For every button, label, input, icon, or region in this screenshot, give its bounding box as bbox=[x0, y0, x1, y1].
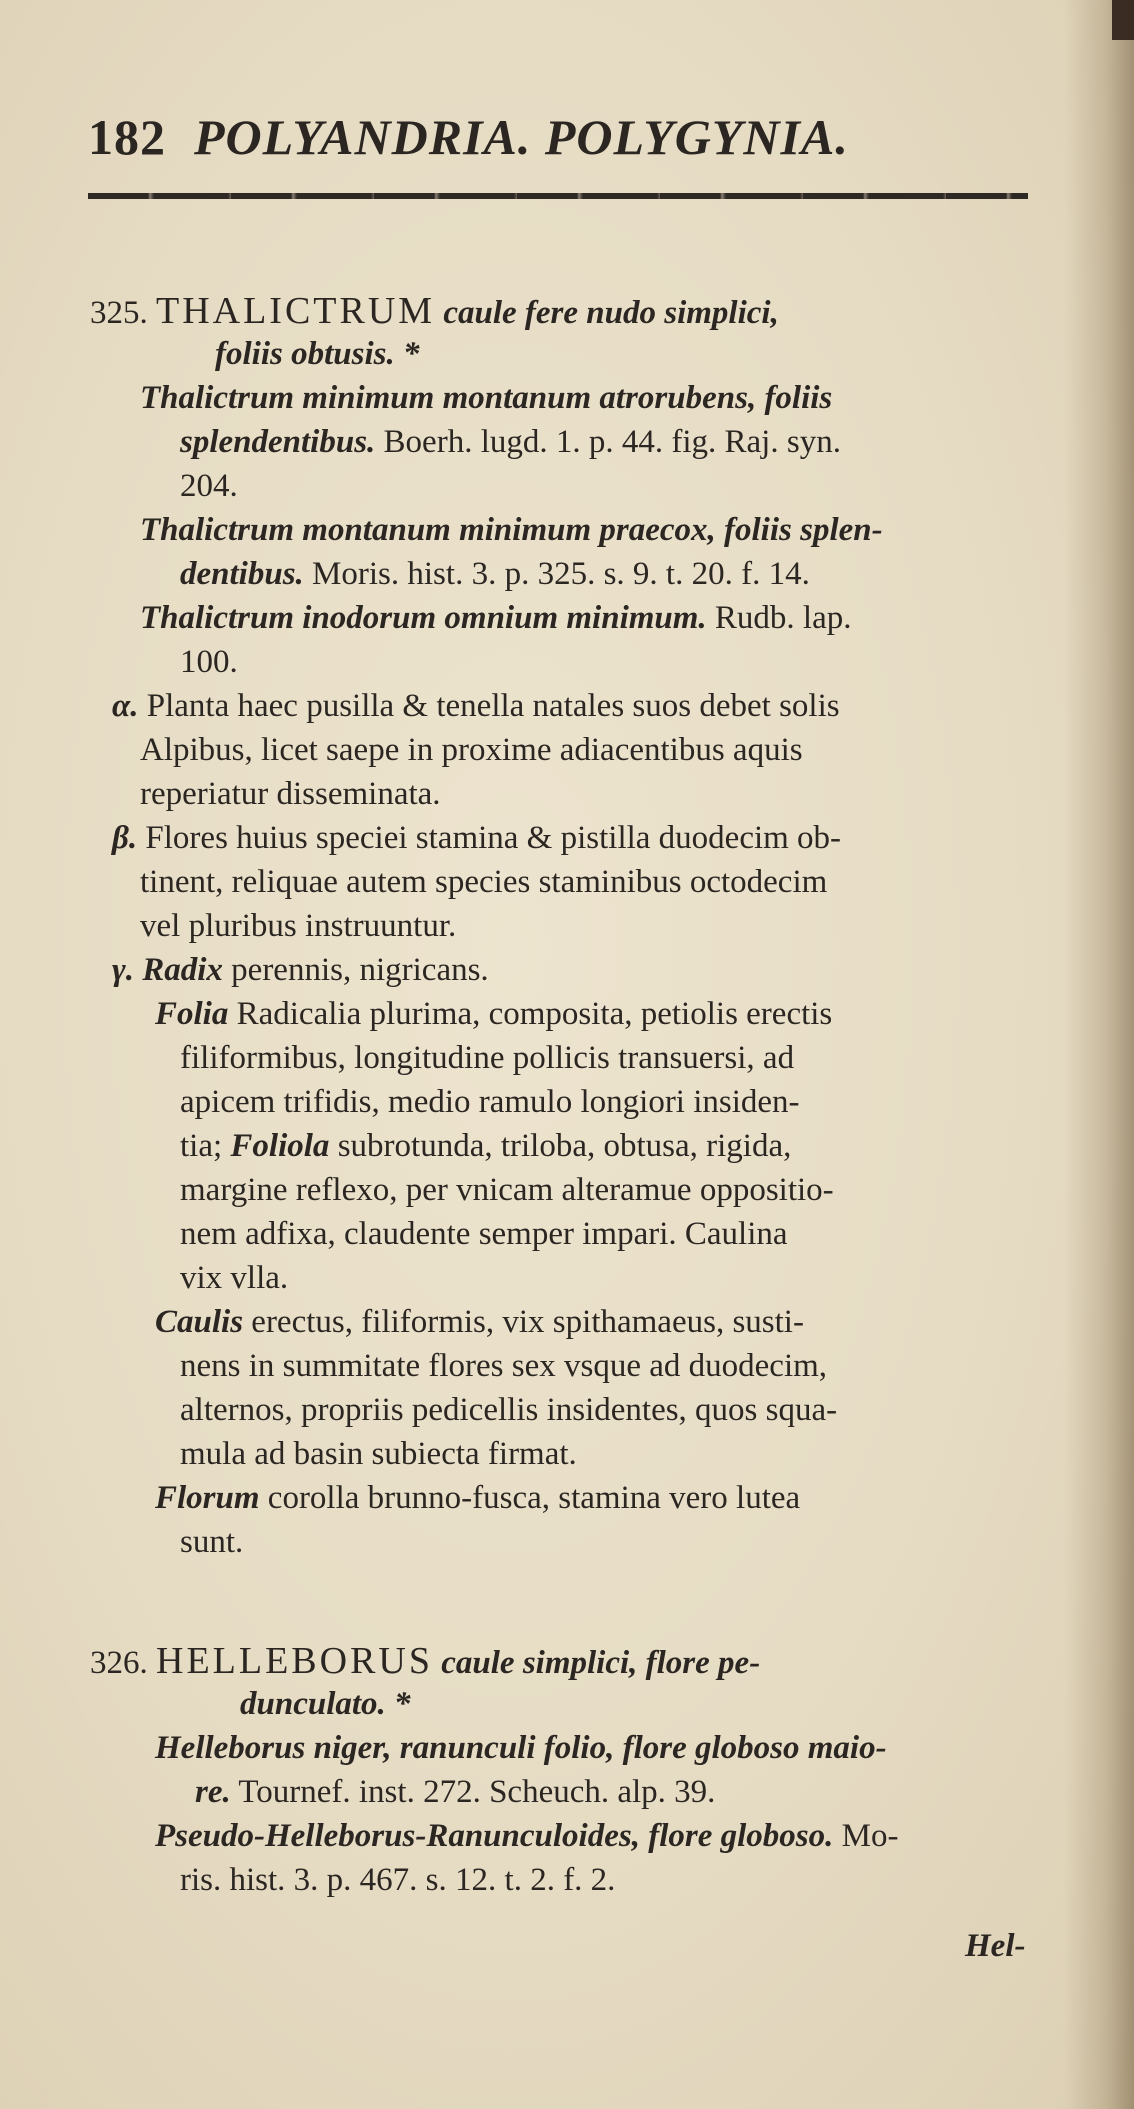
synonym-name-continued: re. bbox=[195, 1774, 231, 1810]
florum-line: sunt. bbox=[180, 1524, 244, 1560]
synonym-reference-continued: ris. hist. 3. p. 467. s. 12. t. 2. f. 2. bbox=[180, 1862, 616, 1898]
synonym-reference: Rudb. lap. bbox=[714, 600, 852, 636]
folia-line: subrotunda, triloba, obtusa, rigida, bbox=[337, 1128, 792, 1164]
folia-line: vix vlla. bbox=[180, 1260, 289, 1296]
note-line: vel pluribus instruuntur. bbox=[140, 908, 457, 944]
folia-line: margine reflexo, per vnicam alteramue oppositio- bbox=[180, 1172, 834, 1208]
synonym bbox=[140, 509, 883, 551]
note-line: perennis, nigricans. bbox=[231, 952, 489, 988]
diagnosis: caule fere nudo simplici, bbox=[443, 295, 779, 331]
synonym-reference-continued: 100. bbox=[180, 644, 238, 680]
note-line: Flores huius speciei stamina & pistilla duodecim ob- bbox=[145, 820, 842, 856]
running-header bbox=[88, 108, 1028, 168]
synonym bbox=[155, 1815, 898, 1857]
note-line: Alpibus, licet saepe in proxime adiacentibus aquis bbox=[140, 732, 803, 768]
page-corner bbox=[1112, 0, 1134, 40]
note bbox=[112, 685, 840, 727]
page-number: 182 bbox=[88, 109, 166, 165]
synonym-reference: Tournef. inst. 272. Scheuch. alp. 39. bbox=[238, 1774, 716, 1810]
genus-name: THALICTRUM bbox=[156, 290, 436, 332]
folia-line: nem adfixa, claudente semper impari. Caulina bbox=[180, 1216, 788, 1252]
entry-number: 325. bbox=[90, 295, 148, 331]
genus-name: HELLEBORUS bbox=[156, 1640, 433, 1682]
entry-heading bbox=[90, 290, 779, 334]
synonym-continued bbox=[195, 1771, 715, 1813]
header-rule bbox=[88, 193, 1028, 199]
caulis-line: alternos, propriis pedicellis insidentes, quos squa- bbox=[180, 1392, 838, 1428]
synonym-name-continued: splendentibus. bbox=[180, 424, 376, 460]
synonym-name: Thalictrum inodorum omnium minimum. bbox=[140, 600, 707, 636]
catchword: Hel- bbox=[965, 1928, 1026, 1964]
synonym-continued bbox=[180, 421, 841, 463]
folia-description bbox=[155, 993, 832, 1035]
caulis-description bbox=[155, 1301, 804, 1343]
diagnosis-continued: dunculato. * bbox=[240, 1686, 411, 1722]
synonym bbox=[155, 1727, 887, 1769]
page-gutter-shadow bbox=[1064, 0, 1134, 2109]
synonym-continued bbox=[180, 553, 810, 595]
synonym-reference: Moris. hist. 3. p. 325. s. 9. t. 20. f. 14. bbox=[312, 556, 810, 592]
folia-line-mixed bbox=[180, 1125, 791, 1167]
florum-line: corolla brunno-fusca, stamina vero lutea bbox=[267, 1480, 801, 1516]
note-line: tinent, reliquae autem species staminibus octodecim bbox=[140, 864, 828, 900]
entry-number: 326. bbox=[90, 1645, 148, 1681]
synonym-name-continued: dentibus. bbox=[180, 556, 304, 592]
running-title: POLYANDRIA. POLYGYNIA. bbox=[194, 109, 849, 165]
note-line: reperiatur disseminata. bbox=[140, 776, 441, 812]
note-marker: α. bbox=[112, 688, 139, 724]
synonym-reference: Mo- bbox=[841, 1818, 899, 1854]
note-marker: β. bbox=[112, 820, 138, 856]
synonym-name: Thalictrum montanum minimum praecox, foliis splen- bbox=[140, 512, 883, 548]
synonym-reference-continued: 204. bbox=[180, 468, 238, 504]
caulis-line: mula ad basin subiecta firmat. bbox=[180, 1436, 577, 1472]
synonym-name: Helleborus niger, ranunculi folio, flore globoso maio- bbox=[155, 1730, 887, 1766]
caulis-label: Caulis bbox=[155, 1304, 244, 1340]
diagnosis: caule simplici, flore pe- bbox=[441, 1645, 761, 1681]
note bbox=[112, 817, 841, 859]
synonym bbox=[140, 597, 852, 639]
synonym-name: Thalictrum minimum montanum atrorubens, foliis bbox=[140, 380, 833, 416]
caulis-line: erectus, filiformis, vix spithamaeus, susti- bbox=[251, 1304, 804, 1340]
note-line: Planta haec pusilla & tenella natales suos debet solis bbox=[146, 688, 840, 724]
florum-label: Florum bbox=[155, 1480, 260, 1516]
folia-line: filiformibus, longitudine pollicis transuersi, ad bbox=[180, 1040, 795, 1076]
folia-line: Radicalia plurima, composita, petiolis erectis bbox=[236, 996, 833, 1032]
foliola-label: Foliola bbox=[230, 1128, 330, 1164]
diagnosis-continued: foliis obtusis. * bbox=[215, 336, 420, 372]
folia-line: apicem trifidis, medio ramulo longiori insiden- bbox=[180, 1084, 800, 1120]
florum-description bbox=[155, 1477, 800, 1519]
synonym bbox=[140, 377, 832, 419]
folia-line: tia; bbox=[180, 1128, 223, 1164]
synonym-reference: Boerh. lugd. 1. p. 44. fig. Raj. syn. bbox=[383, 424, 841, 460]
synonym-name: Pseudo-Helleborus-Ranunculoides, flore globoso. bbox=[155, 1818, 834, 1854]
entry-heading bbox=[90, 1640, 760, 1684]
note bbox=[112, 949, 489, 991]
note-label: Radix bbox=[142, 952, 223, 988]
folia-label: Folia bbox=[155, 996, 229, 1032]
caulis-line: nens in summitate flores sex vsque ad duodecim, bbox=[180, 1348, 828, 1384]
note-marker: γ. bbox=[112, 952, 134, 988]
